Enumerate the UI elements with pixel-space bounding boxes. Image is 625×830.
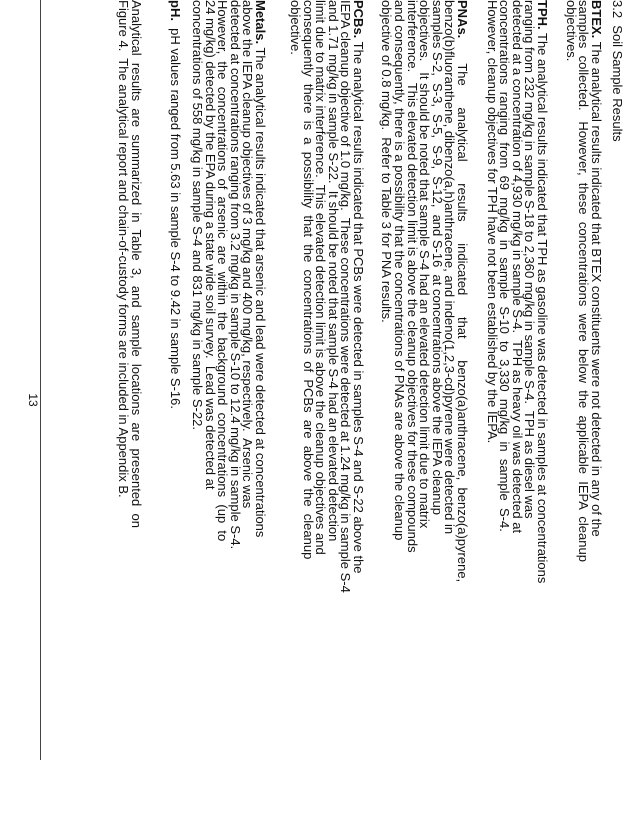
tph-line: ranging from 232 mg/kg in sample S-18 to 2,360 mg/kg in sample S-4. TPH as diesel was bbox=[522, 0, 538, 519]
page-number: 13 bbox=[26, 393, 40, 407]
summary-paragraph bbox=[117, 0, 142, 830]
pnas-line: objectives. It should be noted that sample S-4 had an elevated detection limit due to matrix bbox=[417, 0, 433, 529]
ph-paragraph bbox=[168, 0, 181, 830]
summary-line: Figure 4. The analytical report and chain-of-custody forms are included in Appendix B. bbox=[116, 0, 132, 498]
pcbs-line: The analytical results indicated that PCBs were detected in samples S-4 and S-22 above the bbox=[351, 38, 366, 574]
tph-line: However, cleanup objectives for TPH have not been established by the IEPA. bbox=[484, 0, 500, 444]
pcbs-line: consequently there is a possibility that the concentrations of PCBs are above the cleanup bbox=[300, 0, 316, 560]
metals-line: 24 mg/kg) detected by the EPA during a state wide soil survey. Lead was detected at bbox=[202, 0, 218, 490]
pcbs-line: IEPA cleanup objective of 1.0 mg/kg. These concentrations were detected at 1.24 mg/kg in sample S-4 bbox=[338, 0, 354, 593]
section-header-fragment bbox=[610, 0, 623, 830]
pnas-line: objective of 0.8 mg/kg. Refer to Table 3 for PNA results. bbox=[379, 0, 395, 323]
metals-paragraph bbox=[190, 0, 266, 830]
ph-line: pH values ranged from 5.63 in sample S-4 to 9.42 in sample S-16. bbox=[168, 20, 183, 409]
tph-paragraph bbox=[485, 0, 548, 830]
tph-line: The analytical results indicated that TPH as gasoline was detected in samples at concentrations bbox=[535, 29, 550, 584]
btex-line: objectives. bbox=[563, 0, 579, 62]
pnas-line: and consequently, there is a possibility that the concentrations of PNAs are above the cleanup bbox=[392, 0, 408, 541]
btex-line: The analytical results indicated that BTEX constituents were not detected in any of the bbox=[589, 41, 604, 537]
metals-line: above the IEPA cleanup objectives of 3 mg/kg and 400 mg/kg, respectively. Arsenic was bbox=[240, 0, 256, 509]
metals-line: detected at concentrations ranging from 3.2 mg/kg in sample S-10 to 12.4 mg/kg in sample S-4. bbox=[227, 0, 243, 550]
pnas-line: samples S-2, S-3, S-5, S-9, S-12, and S-16 at concentrations above the IEPA cleanup bbox=[429, 0, 445, 515]
pnas-line: The analytical results indicated that benzo(a)anthracene, benzo(a)pyrene, bbox=[455, 38, 470, 583]
btex-heading: BTEX. bbox=[589, 0, 604, 39]
pcbs-paragraph bbox=[288, 0, 364, 830]
pcbs-heading: PCBs. bbox=[351, 0, 366, 39]
pcbs-line: and 1.71 mg/kg in sample S-22. It should be noted that sample S-4 had an elevated detection bbox=[325, 0, 341, 542]
metals-line: The analytical results indicated that arsenic and lead were detected at concentrations bbox=[253, 44, 268, 538]
pnas-line: interference. This elevated detection limit is above the cleanup objectives for these compounds bbox=[404, 0, 420, 553]
tph-heading: TPH. bbox=[535, 0, 550, 30]
pcbs-line: limit due to matrix interference. This elevated detection limit is above the cleanup objectives and bbox=[313, 0, 329, 555]
summary-line: Analytical results are summarized in Table 3, and sample locations are presented on bbox=[129, 0, 144, 528]
metals-line: concentrations of 558 mg/kg in sample S-4 and 831 mg/kg in sample S-22. bbox=[190, 0, 206, 430]
ph-heading: pH. bbox=[168, 0, 183, 21]
metals-heading: Metals. bbox=[253, 0, 268, 45]
footer-rule bbox=[40, 0, 41, 760]
btex-line: samples collected. However, these concentrations were below the applicable IEPA cleanup bbox=[576, 0, 592, 562]
tph-line: concentrations ranging from 69 mg/kg in sample S-10 to 3,330 mg/kg in sample S-4. bbox=[497, 0, 513, 532]
pnas-heading: PNAs. bbox=[455, 0, 470, 39]
pnas-line: benzo(b)fluoranthene, dibenzo(a,h)anthracene, and indeno(1,2,3-cd)pyrene were detected in bbox=[442, 0, 458, 535]
pcbs-line: objective. bbox=[288, 0, 304, 55]
tph-line: detected at a concentration of 4,930 mg/kg in sample S-4. TPH as heavy oil was detected at bbox=[509, 0, 525, 534]
btex-paragraph bbox=[564, 0, 602, 830]
metals-line: However, the concentrations of arsenic are within the background concentrations (up to bbox=[215, 0, 231, 542]
pnas-paragraph bbox=[380, 0, 468, 830]
section-header-text: 3.2 Soil Sample Results bbox=[610, 0, 625, 142]
